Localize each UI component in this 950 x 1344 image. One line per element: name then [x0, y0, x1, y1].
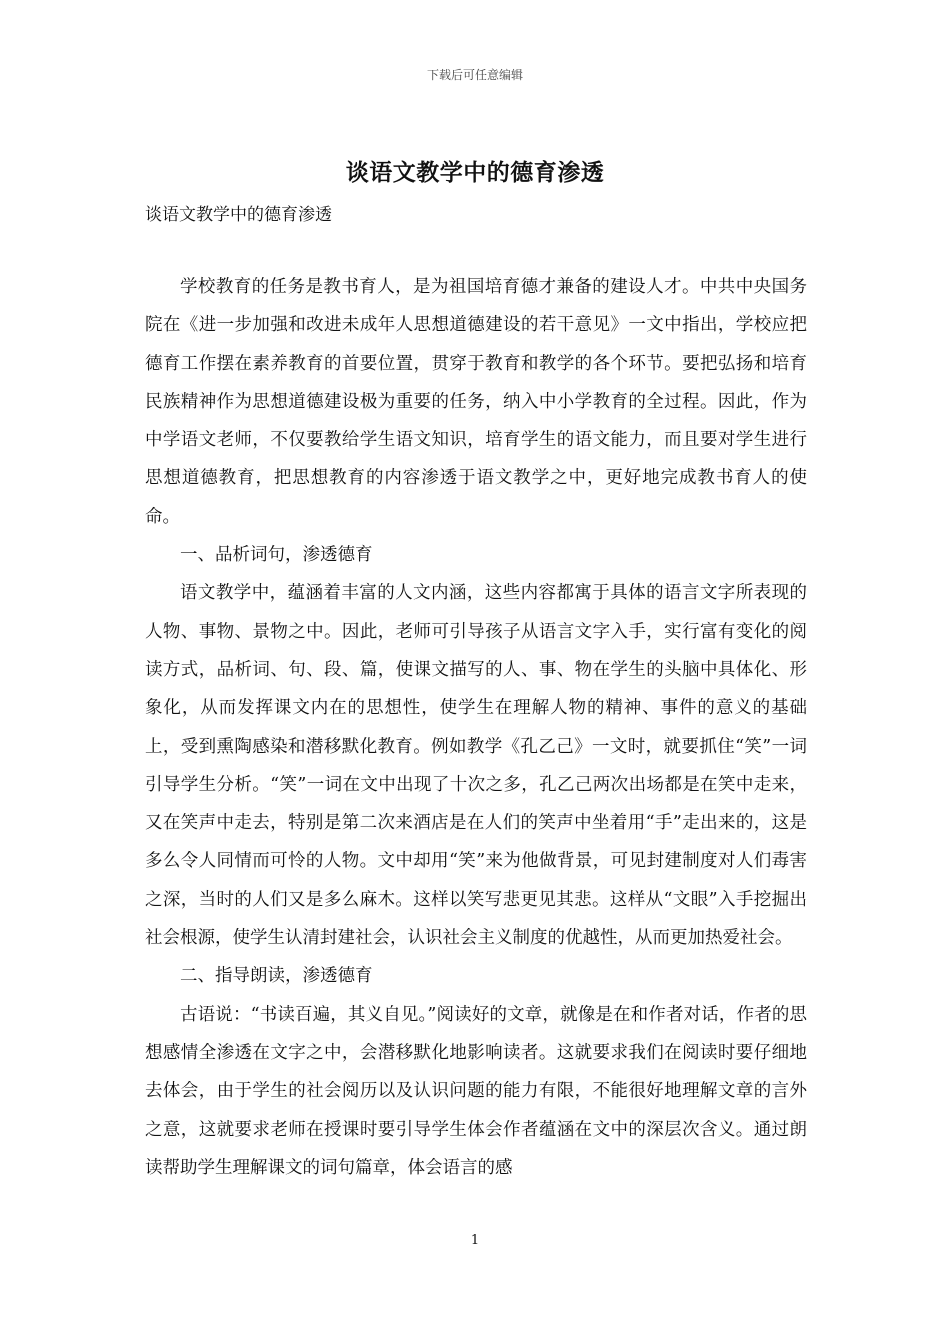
- document-body: [145, 268, 807, 1187]
- header-note: 下载后可任意编辑: [426, 68, 523, 82]
- paragraph-section-1: 语文教学中，蕴涵着丰富的人文内涵，这些内容都寓于具体的语言文字所表现的人物、事物、景物之中。因此，老师可引导孩子从语言文字入手，实行富有变化的阅读方式，品析词、句、段、篇，使课文描写的人、事、物在学生的头脑中具体化、形象化，从而发挥课文内在的思想性，使学生在理解人物的精神、事件的意义的基础上，受到熏陶感染和潜移默化教育。例如教学《孔乙己》一文时，就要抓住“笑”一词引导学生分析。“笑”一词在文中出现了十次之多，孔乙己两次出场都是在笑中走来，又在笑声中走去，特别是第二次来酒店是在人们的笑声中坐着用“手”走出来的，这是多么令人同情而可怜的人物。文中却用“笑”来为他做背景，可见封建制度对人们毒害之深，当时的人们又是多么麻木。这样以笑写悲更见其悲。这样从“文眼”入手挖掘出社会根源，使学生认清封建社会，认识社会主义制度的优越性，从而更加热爱社会。: [145, 583, 807, 949]
- page-number: 1: [470, 1233, 480, 1248]
- section-heading-2: 二、指导朗读，渗透德育: [180, 966, 373, 987]
- section-heading-1: 一、品析词句，渗透德育: [180, 545, 373, 566]
- document-title: 谈语文教学中的德育渗透: [345, 159, 605, 186]
- document-subtitle: 谈语文教学中的德育渗透: [145, 205, 332, 225]
- paragraph-intro: 学校教育的任务是教书育人，是为祖国培育德才兼备的建设人才。中共中央国务院在《进一步加强和改进未成年人思想道德建设的若干意见》一文中指出，学校应把德育工作摆在素养教育的首要位置，贯穿于教育和教学的各个环节。要把弘扬和培育民族精神作为思想道德建设极为重要的任务，纳入中小学教育的全过程。因此，作为中学语文老师，不仅要教给学生语文知识，培育学生的语文能力，而且要对学生进行思想道德教育，把思想教育的内容渗透于语文教学之中，更好地完成教书育人的使命。: [145, 277, 807, 527]
- paragraph-section-2: 古语说：“书读百遍，其义自见。”阅读好的文章，就像是在和作者对话，作者的思想感情全渗透在文字之中，会潜移默化地影响读者。这就要求我们在阅读时要仔细地去体会，由于学生的社会阅历以及认识问题的能力有限，不能很好地理解文章的言外之意，这就要求老师在授课时要引导学生体会作者蕴涵在文中的深层次含义。通过朗读帮助学生理解课文的词句篇章，体会语言的感: [145, 1004, 807, 1178]
